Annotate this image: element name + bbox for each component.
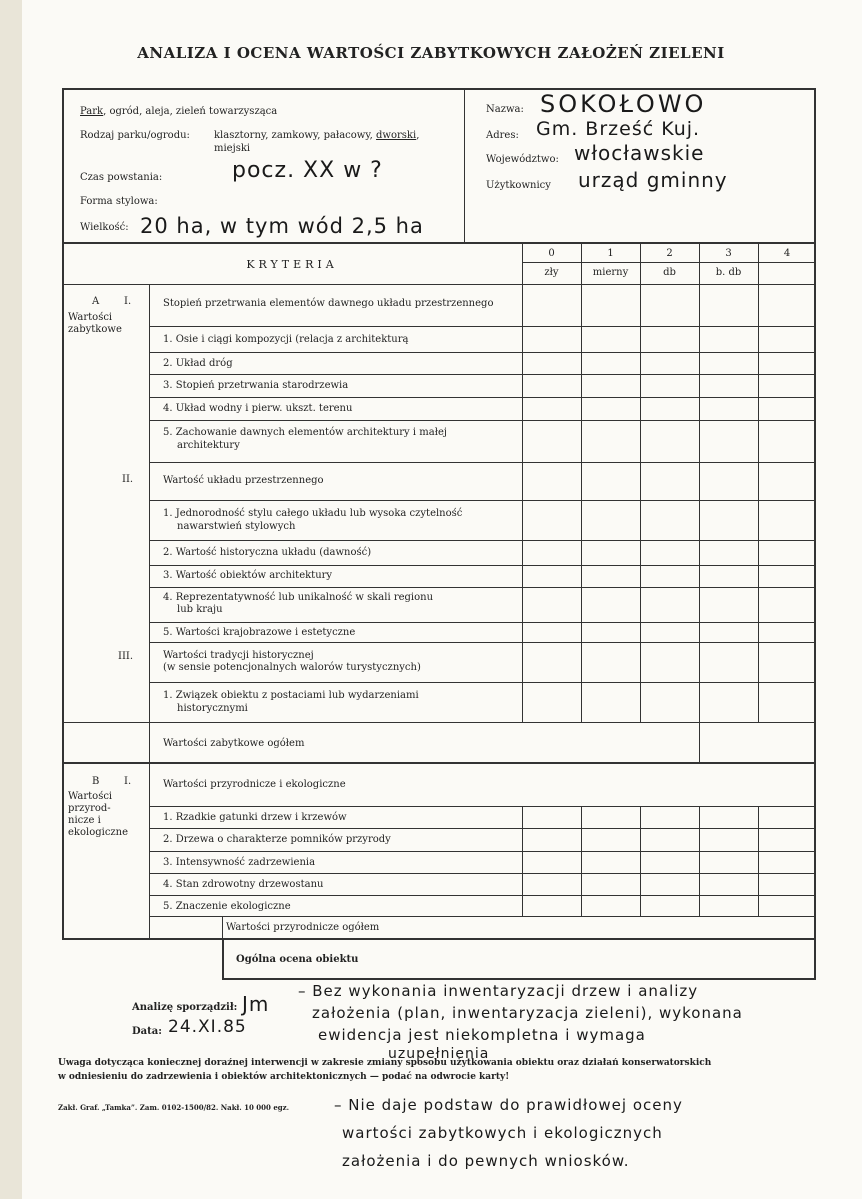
section-a-roman-2: II. [122,474,134,485]
b1-item-2: 2. Drzewa o charakterze pomników przyrody [163,834,391,845]
data-label: Data: [132,1026,162,1037]
a1-item-2: 2. Układ dróg [163,358,233,369]
a2-item-2: 2. Wartość historyczna układu (dawność) [163,547,372,558]
form-title: ANALIZA I OCENA WARTOŚCI ZABYTKOWYCH ZAŁOŻEŃ ZIELENI [137,44,725,62]
rodzaj-options-post: , [416,130,420,141]
wielkosc-value: 20 ha, w tym wód 2,5 ha [140,214,424,238]
a2-item-4: 4. Reprezentatywność lub unikalność w skali regionu [163,592,434,603]
a2-item-4-cont: lub kraju [177,604,223,615]
adres-label: Adres: [486,130,519,141]
a2-item-3: 3. Wartość obiektów architektury [163,570,333,581]
score-1-num: 1 [607,248,614,259]
note-line-1: – Bez wykonania inwentaryzacji drzew i analizy [298,982,699,1000]
overall-label: Ogólna ocena obiektu [236,954,359,965]
score-1-desc: mierny [592,267,629,278]
a3-item-1-cont: historycznymi [177,703,248,714]
score-2-num: 2 [666,248,673,259]
b1-item-1: 1. Rzadkie gatunki drzew i krzewów [163,812,347,823]
wojewodztwo-label: Województwo: [486,154,559,165]
b1-item-4: 4. Stan zdrowotny drzewostanu [163,879,324,890]
section-b-name-2: przyrod- [68,803,111,814]
kryteria-header: KRYTERIA [246,258,338,271]
czas-label: Czas powstania: [80,172,163,183]
rodzaj-label: Rodzaj parku/ogrodu: [80,130,190,141]
note-line-2: założenia (plan, inwentaryzacja zieleni), wykonana [312,1004,743,1022]
note2-line-2: wartości zabytkowych i ekologicznych [342,1124,663,1142]
rodzaj-options-line2: miejski [214,143,251,154]
section-b-name-4: ekologiczne [68,827,129,838]
a2-item-1-cont: nawarstwień stylowych [177,521,296,532]
czas-value: pocz. XX w ? [232,158,383,183]
b-total-label: Wartości przyrodnicze ogółem [226,922,380,933]
paper-edge [0,0,22,1199]
a2-item-5: 5. Wartości krajobrazowe i estetyczne [163,627,356,638]
analize-label: Analizę sporządził: [132,1002,238,1013]
a-total-label: Wartości zabytkowe ogółem [163,738,305,749]
a1-item-5: 5. Zachowanie dawnych elementów architektury i małej [163,427,447,438]
score-0-num: 0 [548,248,555,259]
section-a-roman-1: I. [124,296,132,307]
a1-title: Stopień przetrwania elementów dawnego układu przestrzennego [163,298,494,309]
wojewodztwo-value: włocławskie [574,141,705,165]
section-a-name-1: Wartości [68,312,113,323]
note2-line-3: założenia i do pewnych wniosków. [342,1152,630,1170]
score-0-desc: zły [544,267,559,278]
a1-item-5-cont: architektury [177,440,240,451]
forma-label: Forma stylowa: [80,196,158,207]
section-a-roman-3: III. [118,651,134,662]
uwaga-line-2: w odniesieniu do zadrzewienia i obiektów architektonicznych — podać na odwrocie karty! [58,1072,510,1082]
note-line-3: ewidencja jest niekompletna i wymaga [318,1026,646,1044]
section-b-letter: B [92,776,100,787]
uwaga-line-1: Uwaga dotycząca koniecznej doraźnej interwencji w zakresie zmiany sposobu użytkowania obiektu oraz działań konserwatorskich [58,1058,712,1068]
park-type-line [80,106,277,118]
rodzaj-options [214,130,419,142]
adres-value: Gm. Brześć Kuj. [536,118,701,140]
score-3-desc: b. db [715,267,742,278]
section-a-name-2: zabytkowe [68,324,122,335]
park-type-rest: , ogród, aleja, zieleń towarzysząca [103,106,278,117]
b1-item-3: 3. Intensywność zadrzewienia [163,857,316,868]
a3-item-1: 1. Związek obiektu z postaciami lub wydarzeniami [163,690,419,701]
park-selected: Park [80,106,104,117]
uzytkownicy-label: Użytkownicy [486,180,551,191]
section-b-name-1: Wartości [68,791,113,802]
uzytkownicy-value: urząd gminny [578,168,728,192]
a3-title-2: (w sensie potencjonalnych walorów turystycznych) [163,662,421,673]
a1-item-1: 1. Osie i ciągi kompozycji (relacja z architekturą [163,334,409,345]
rodzaj-selected: dworski [376,130,417,141]
note-line-4: uzupełnienia [388,1046,490,1062]
wielkosc-label: Wielkość: [80,222,129,233]
a2-item-1: 1. Jednorodność stylu całego układu lub wysoka czytelność [163,508,463,519]
b1-item-5: 5. Znaczenie ekologiczne [163,901,291,912]
b1-title: Wartości przyrodnicze i ekologiczne [163,779,346,790]
nazwa-value: SOKOŁOWO [540,90,707,118]
a1-item-4: 4. Układ wodny i pierw. ukszt. terenu [163,403,353,414]
data-value: 24.XI.85 [168,1017,247,1037]
section-b-roman: I. [124,776,132,787]
score-2-desc: db [663,267,676,278]
nazwa-label: Nazwa: [486,104,524,115]
note2-line-1: – Nie daje podstaw do prawidłowej oceny [334,1096,683,1114]
analize-value: Jm [242,992,270,1016]
score-4-num: 4 [783,248,791,259]
print-info: Zakł. Graf. „Tamka”. Zam. 0102-1500/82. Nakł. 10 000 egz. [58,1103,290,1112]
a3-title-1: Wartości tradycji historycznej [163,650,314,661]
rodzaj-options-pre: klasztorny, zamkowy, pałacowy, [214,130,377,141]
score-3-num: 3 [725,248,732,259]
section-a-letter: A [92,296,100,307]
section-b-name-3: nicze i [68,815,101,826]
a1-item-3: 3. Stopień przetrwania starodrzewia [163,380,349,391]
a2-title: Wartość układu przestrzennego [163,475,324,486]
